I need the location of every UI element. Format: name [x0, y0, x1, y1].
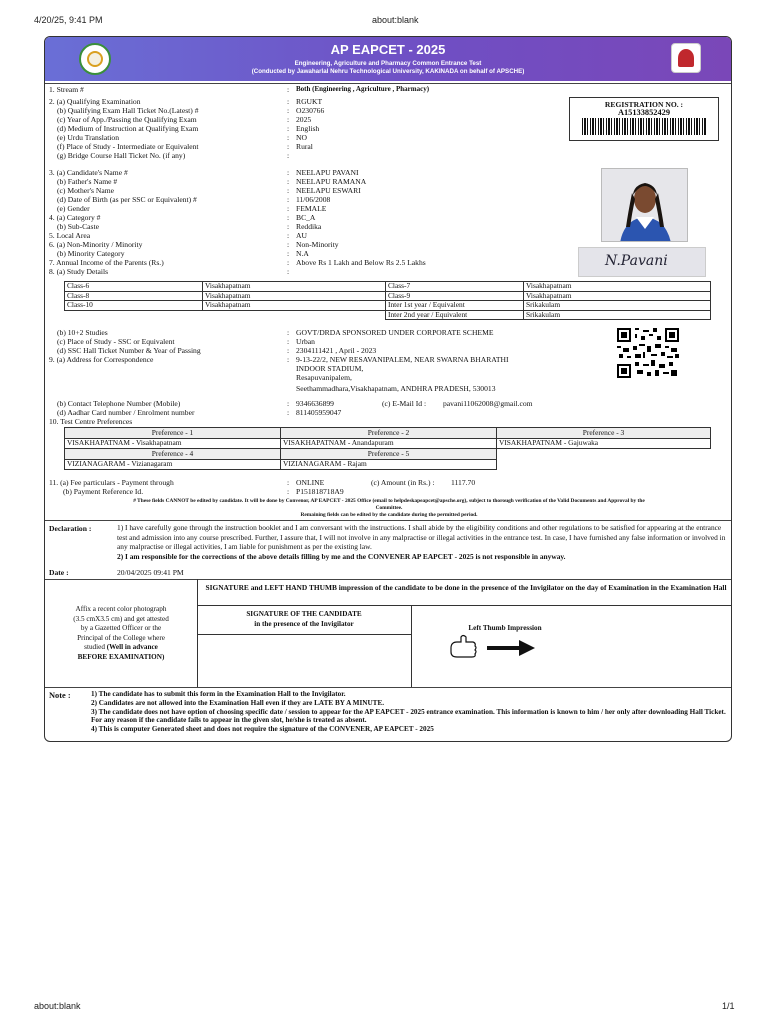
test-centre-label: 10. Test Centre Preferences — [49, 417, 133, 426]
declaration-label: Declaration : — [49, 524, 92, 533]
colon: : — [287, 408, 290, 417]
ssc-ht-value: 2304111421 , April - 2023 — [296, 346, 377, 355]
candidate-signature-image — [578, 247, 706, 277]
note-item-3: 3) The candidate does not have option of choosing specific date / session to appear for the AP EAPCET - 2025 entrance examination. This information is known to him / her only after downloading Hall Ticket. For any reason if the candidate fails to appear in the given slot, he/she is treated as absent. — [91, 707, 726, 725]
minority-category-value: N.A — [296, 249, 309, 258]
inter-studies-value: GOVT/DRDA SPONSORED UNDER CORPORATE SCHEME — [296, 328, 494, 337]
affix-line-7: BEFORE EXAMINATION) — [77, 652, 165, 661]
study-class: Class-10 — [65, 301, 203, 311]
notice-line-2: Committee. — [375, 505, 403, 511]
table-row — [65, 449, 711, 460]
phone-label: (b) Contact Telephone Number (Mobile) — [57, 399, 181, 408]
father-value: NEELAPU RAMANA — [296, 177, 367, 186]
registration-box — [569, 97, 719, 141]
study-class: Class-7 — [386, 282, 524, 292]
colon: : — [287, 355, 290, 364]
affix-line-6: (Well in advance — [106, 643, 158, 652]
colon: : — [287, 213, 290, 222]
notes-list — [91, 690, 729, 734]
declaration-text — [117, 523, 729, 561]
colon: : — [287, 151, 290, 160]
colon: : — [287, 328, 290, 337]
address-label: 9. (a) Address for Correspondence — [49, 355, 154, 364]
declaration-point-2: 2) I am responsible for the corrections of the above details filling by me and the CONVENER AP EAPCET - 2025 is not responsible in anyway. — [117, 551, 566, 561]
place-value: Rural — [296, 142, 313, 151]
colon: : — [287, 399, 290, 408]
registration-number: A15133852429 — [617, 108, 671, 117]
fee-label: 11. (a) Fee particulars - Payment through — [49, 478, 174, 487]
ssc-place-label: (c) Place of Study - SSC or Equivalent — [57, 337, 175, 346]
preference-header: Preference - 5 — [281, 449, 497, 460]
preference-header: Preference - 2 — [281, 428, 497, 439]
study-class: Class-9 — [386, 291, 524, 301]
gender-value: FEMALE — [296, 204, 327, 213]
affix-photo-instructions — [49, 605, 193, 663]
affix-line-4: Principal of the College where — [77, 633, 165, 642]
medium-value: English — [296, 124, 320, 133]
address-line-2: INDOOR STADIUM, — [296, 364, 364, 373]
registration-label: REGISTRATION NO. : — [604, 100, 684, 109]
phone-value: 9346636899 — [296, 399, 334, 408]
urdu-label: (e) Urdu Translation — [57, 133, 120, 142]
bridge-label: (g) Bridge Course Hall Ticket No. (if any) — [57, 151, 186, 160]
print-datetime: 4/20/25, 9:41 PM — [34, 15, 103, 25]
category-value: BC_A — [296, 213, 316, 222]
colon: : — [287, 124, 290, 133]
ssc-place-value: Urban — [296, 337, 315, 346]
notice-line-3: Remaining fields can be edited by the candidate during the permitted period. — [300, 512, 478, 518]
affix-line-3: by a Gazetted Officer or the — [80, 624, 162, 633]
email-label: (c) E-Mail Id : — [382, 399, 427, 408]
study-place: Visakhapatnam — [524, 282, 711, 292]
local-area-value: AU — [296, 231, 307, 240]
signature-heading: SIGNATURE and LEFT HAND THUMB impression of the candidate to be done in the presence of the Invigilator on the day of Examination in the Examination Hall — [205, 583, 727, 592]
place-label: (f) Place of Study - Intermediate or Equivalent — [57, 142, 199, 151]
colon: : — [287, 168, 290, 177]
colon: : — [287, 85, 290, 94]
print-title: about:blank — [372, 15, 419, 25]
colon: : — [287, 204, 290, 213]
stream-label: 1. Stream # — [49, 85, 84, 94]
dob-value: 11/06/2008 — [296, 195, 331, 204]
income-value: Above Rs 1 Lakh and Below Rs 2.5 Lakhs — [296, 258, 426, 267]
candidate-signature-subtitle: in the presence of the Invigilator — [254, 619, 354, 628]
preference-header: Preference - 4 — [65, 449, 281, 460]
study-place: Srikakulam — [524, 301, 711, 311]
table-row — [65, 310, 711, 320]
exam-subtitle: Engineering, Agriculture and Pharmacy Common Entrance Test — [294, 60, 482, 67]
affix-line-2: (3.5 cmX3.5 cm) and get attested — [73, 614, 169, 623]
candidate-photo — [601, 168, 688, 242]
qr-code-icon — [617, 328, 679, 378]
preference-value: VIZIANAGARAM - Rajam — [281, 459, 497, 470]
table-row — [65, 428, 711, 439]
study-class: Class-8 — [65, 291, 203, 301]
colon: : — [287, 231, 290, 240]
preference-header: Preference - 3 — [497, 428, 711, 439]
income-label: 7. Annual Income of the Parents (Rs.) — [49, 258, 164, 267]
date-value: 20/04/2025 09:41 PM — [117, 568, 184, 577]
dob-label: (d) Date of Birth (as per SSC or Equivalent) # — [57, 195, 197, 204]
colon: : — [287, 186, 290, 195]
payment-ref-value: P151818718A9 — [296, 487, 344, 496]
table-row — [65, 438, 711, 449]
note-item-2: 2) Candidates are not allowed into the Examination Hall even if they are LATE BY A MINUTE. — [91, 698, 385, 707]
study-place: Visakhapatnam — [524, 291, 711, 301]
colon: : — [287, 195, 290, 204]
preference-value: VIZIANAGARAM - Vizianagaram — [65, 459, 281, 470]
colon: : — [287, 97, 290, 106]
declaration-point-1: 1) I have carefully gone through the instruction booklet and I am conversant with the instructions. I shall abide by the eligibility conditions and other regulations to be satisfied for appearing at the entrance test and admission into any course prescribed. Further, I assure that, I will not involve in any malpractise or illegal activities in the entrance test. In case, I have furnished any false information or involved in any malpractise or illegal activities, I am liable for punishment as per the existing law. — [117, 523, 726, 552]
study-place: Visakhapatnam — [203, 301, 386, 311]
colon: : — [287, 106, 290, 115]
thumb-arrow-icon — [447, 634, 537, 662]
note-item-1: 1) The candidate has to submit this form in the Examination Hall to the Invigilator. — [91, 690, 346, 698]
table-row — [65, 282, 711, 292]
year-value: 2025 — [296, 115, 312, 124]
preference-value: VISAKHAPATNAM - Gajuwaka — [497, 438, 711, 449]
email-value: pavani11062008@gmail.com — [443, 399, 533, 408]
urdu-value: NO — [296, 133, 307, 142]
minority-category-label: (b) Minority Category — [57, 249, 125, 258]
qe-ht-value: O230766 — [296, 106, 325, 115]
colon: : — [287, 142, 290, 151]
qe-label: 2. (a) Qualifying Examination — [49, 97, 141, 106]
colon: : — [287, 267, 290, 276]
subcaste-label: (b) Sub-Caste — [57, 222, 99, 231]
qe-ht-label: (b) Qualifying Exam Hall Ticket No.(Latest) # — [57, 106, 199, 115]
study-class: Class-6 — [65, 282, 203, 292]
hall-ticket-form — [44, 36, 732, 742]
mother-label: (c) Mother's Name — [57, 186, 115, 195]
preference-value: VISAKHAPATNAM - Anandapuram — [281, 438, 497, 449]
name-value: NEELAPU PAVANI — [296, 168, 359, 177]
colon: : — [287, 133, 290, 142]
barcode-icon — [582, 118, 706, 135]
colon: : — [287, 337, 290, 346]
study-place: Visakhapatnam — [203, 291, 386, 301]
qe-value: RGUKT — [296, 97, 323, 106]
colon: : — [287, 258, 290, 267]
study-class: Inter 1st year / Equivalent — [386, 301, 524, 311]
note-label: Note : — [49, 691, 71, 700]
subcaste-value: Reddika — [296, 222, 322, 231]
mother-value: NEELAPU ESWARI — [296, 186, 361, 195]
note-item-4: 4) This is computer Generated sheet and does not require the signature of the CONVENER, AP EAPCET - 2025 — [91, 725, 434, 734]
address-line-4: Seethammadhara,Visakhapatnam, ANDHRA PRADESH, 530013 — [296, 384, 496, 393]
gender-label: (e) Gender — [57, 204, 90, 213]
form-header — [45, 37, 731, 81]
study-class — [65, 310, 203, 320]
table-row — [65, 459, 711, 470]
colon: : — [287, 240, 290, 249]
print-footer-url: about:blank — [34, 1001, 81, 1011]
preference-header: Preference - 1 — [65, 428, 281, 439]
year-label: (c) Year of App./Passing the Qualifying Exam — [57, 115, 197, 124]
exam-title: AP EAPCET - 2025 — [330, 42, 446, 57]
test-centre-table — [64, 427, 711, 470]
fee-value: ONLINE — [296, 478, 325, 487]
study-place: Visakhapatnam — [203, 282, 386, 292]
local-area-label: 5. Local Area — [49, 231, 91, 240]
name-label: 3. (a) Candidate's Name # — [49, 168, 128, 177]
amount-label: (c) Amount (in Rs.) : — [371, 478, 435, 487]
stream-value: Both (Engineering , Agriculture , Pharmacy) — [296, 85, 430, 93]
print-page-number: 1/1 — [722, 1001, 735, 1011]
address-line-1: 9-13-22/2, NEW RESAVANIPALEM, NEAR SWARNA BHARATHI — [296, 355, 509, 364]
preference-value: VISAKHAPATNAM - Visakhapatnam — [65, 438, 281, 449]
candidate-signature-label — [197, 610, 411, 629]
category-label: 4. (a) Category # — [49, 213, 101, 222]
aadhar-label: (d) Aadhar Card number / Enrolment number — [57, 408, 195, 417]
colon: : — [287, 177, 290, 186]
ssc-ht-label: (d) SSC Hall Ticket Number & Year of Passing — [57, 346, 201, 355]
study-details-table — [64, 281, 711, 320]
affix-line-5: studied — [84, 643, 105, 652]
colon: : — [287, 249, 290, 258]
date-label: Date : — [49, 568, 69, 577]
notice-line-1: # These fields CANNOT be edited by candidate. It will be done by Convenor, AP EAPCET - 2025 Office (email to helpdeskapeapcet@apsche.org), subject to thorough verification of the Valid Documents and Approval by the — [133, 498, 645, 504]
inter-studies-label: (b) 10+2 Studies — [57, 328, 108, 337]
colon: : — [287, 478, 290, 487]
address-line-3: Resapuvanipalem, — [296, 373, 352, 382]
colon: : — [287, 222, 290, 231]
aadhar-value: 811405959047 — [296, 408, 342, 417]
study-place: Srikakulam — [524, 310, 711, 320]
candidate-signature-title: SIGNATURE OF THE CANDIDATE — [246, 610, 362, 618]
affix-line-1: Affix a recent color photograph — [75, 605, 167, 613]
minority-label: 6. (a) Non-Minority / Minority — [49, 240, 143, 249]
medium-label: (d) Medium of Instruction at Qualifying Exam — [57, 124, 199, 133]
father-label: (b) Father's Name # — [57, 177, 118, 186]
table-row — [65, 301, 711, 311]
exam-conducted-by: (Conducted by Jawaharlal Nehru Technological University, KAKINADA on behalf of APSCHE) — [251, 68, 525, 75]
colon: : — [287, 487, 290, 496]
colon: : — [287, 346, 290, 355]
amount-value: 1117.70 — [451, 478, 476, 487]
candidate-signature-text: N.Pavani — [605, 253, 668, 269]
study-details-label: 8. (a) Study Details — [49, 267, 109, 276]
minority-value: Non-Minority — [296, 240, 339, 249]
apsche-logo-icon — [671, 43, 701, 73]
study-class: Inter 2nd year / Equivalent — [386, 310, 524, 320]
colon: : — [287, 115, 290, 124]
thumb-impression-label: Left Thumb Impression — [468, 624, 542, 632]
payment-ref-label: (b) Payment Reference Id. — [63, 487, 144, 496]
study-place — [203, 310, 386, 320]
